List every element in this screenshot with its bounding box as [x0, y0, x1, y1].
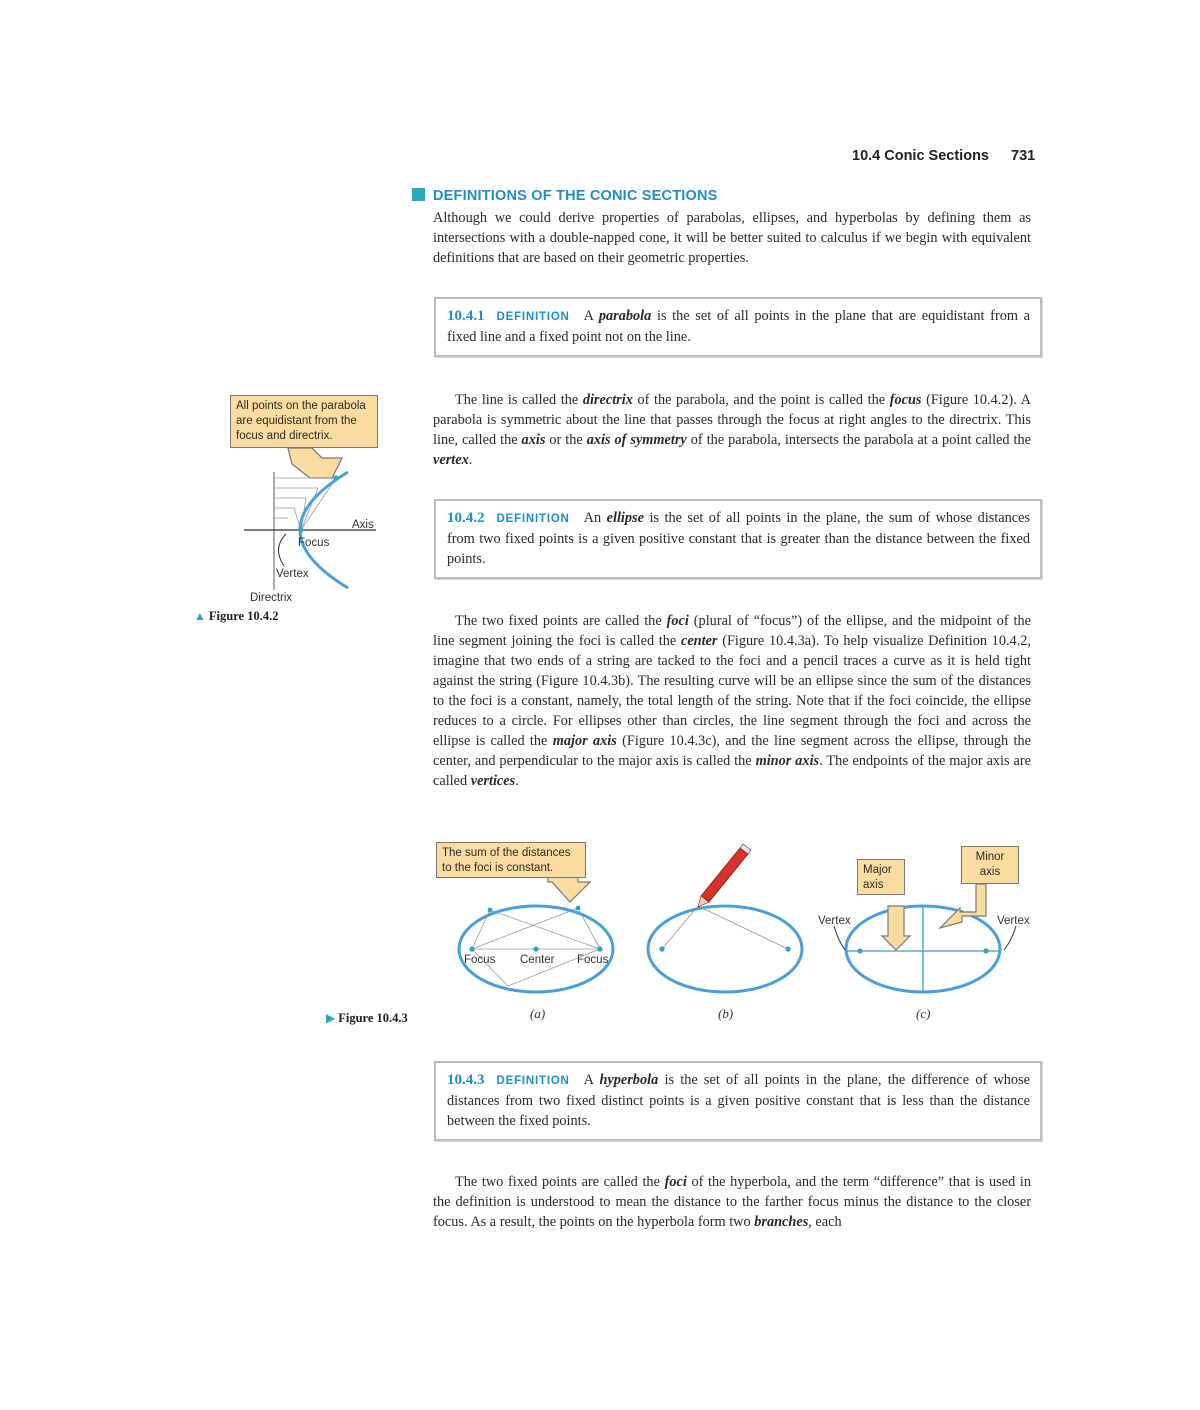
term: major axis — [552, 733, 617, 749]
text-run: . The endpoints of the major axis are called — [433, 753, 1031, 789]
definition-number: 10.4.2 — [447, 510, 485, 526]
text-run: (Figure 10.4.3c), and the line segment across the ellipse, through the center, and perpendicular to the major axis is called the — [433, 733, 1031, 769]
text-run: or the — [545, 432, 587, 448]
caption-text: Figure 10.4.3 — [338, 1011, 408, 1025]
focus-point — [983, 948, 988, 953]
text-run: . — [515, 773, 519, 789]
term: center — [680, 633, 718, 649]
focus-point — [785, 946, 790, 951]
focus-label-right: Focus — [577, 954, 609, 966]
focus-point — [659, 946, 664, 951]
subfigure-label-b: (b) — [718, 1006, 734, 1021]
directrix-label: Directrix — [250, 592, 293, 604]
term: axis — [521, 432, 546, 448]
focus-point — [597, 946, 602, 951]
term: focus — [889, 392, 922, 408]
definition-text: A — [583, 1072, 600, 1088]
definition-box-hyperbola — [434, 1061, 1042, 1141]
callout-arrow-shape — [288, 448, 342, 478]
string-line — [698, 906, 788, 949]
text-run: , each — [808, 1214, 842, 1230]
focus-point — [857, 948, 862, 953]
text-run: The two fixed points are called the — [455, 1174, 665, 1190]
section-heading-text: DEFINITIONS OF THE CONIC SECTIONS — [433, 188, 718, 204]
axis-label: Axis — [352, 519, 374, 531]
center-point — [533, 946, 538, 951]
section-heading — [412, 188, 718, 204]
caption-triangle-icon: ▲ — [194, 609, 206, 623]
paragraph-hyperbola — [433, 1172, 1031, 1232]
text-run: of the hyperbola, and the term “difference” that is used in the definition is understood to mean the distance to the farther focus minus the distance to the closer focus. As a result, the points on the hyperbola form two — [433, 1174, 1031, 1230]
running-head-title: 10.4 Conic Sections — [852, 148, 989, 164]
definition-number: 10.4.1 — [447, 308, 485, 324]
term: foci — [664, 1174, 687, 1190]
definition-text: An — [583, 510, 607, 526]
term: vertex — [433, 452, 469, 468]
figure-10-4-2-caption — [194, 609, 278, 624]
vertex-label-left: Vertex — [818, 915, 851, 927]
text-run: . — [468, 452, 473, 468]
page-number: 731 — [1011, 148, 1036, 164]
text-run: The two fixed points are called the — [455, 613, 667, 629]
parabola-point — [333, 475, 338, 480]
definition-label: DEFINITION — [496, 1075, 570, 1087]
term: axis of symmetry — [586, 432, 687, 448]
parabola-diagram — [230, 440, 390, 610]
major-axis-callout: Major axis — [857, 859, 905, 895]
ellipse-figure-a — [459, 868, 613, 992]
focus-point — [469, 946, 474, 951]
definition-text: is the set of all points in the plane, the difference of whose distances from two fixed distinct points is a given positive constant that is less than the distance between the fixed points. — [447, 1072, 1030, 1129]
vertex-pointer — [278, 534, 286, 566]
definition-label: DEFINITION — [496, 311, 570, 323]
caption-text: Figure 10.4.2 — [208, 609, 279, 623]
paragraph-directrix — [433, 390, 1031, 470]
text-run: (plural of “focus”) of the ellipse, and the midpoint of the line segment joining the foci is called the — [433, 613, 1031, 649]
center-label: Center — [520, 954, 555, 966]
text-run: (Figure 10.4.3a). To help visualize Definition 10.4.2, imagine that two ends of a string are tacked to the foci and a pencil traces a curve as it is held tight against the string (Figure 10.4.3b). The resulting curve will be an ellipse since the sum of the distances to the foci is a constant, namely, the total length of the string. Note that if the foci coincide, the ellipse reduces to a circle. For ellipses other than circles, the line segment through the foci and across the ellipse is called the — [433, 633, 1031, 749]
running-head — [852, 148, 1035, 164]
definition-text: is the set of all points in the plane, the sum of whose distances from two fixed points is a given positive constant that is greater than the distance between the fixed points. — [447, 510, 1030, 567]
text-run: of the parabola, intersects the parabola at a point called the — [686, 432, 1031, 448]
definition-term: ellipse — [606, 510, 644, 526]
vertex-label: Vertex — [276, 568, 309, 580]
pencil-icon — [698, 844, 751, 907]
subfigure-label-a: (a) — [530, 1006, 546, 1021]
focus-label: Focus — [298, 537, 330, 549]
paragraph-foci — [433, 611, 1031, 791]
text-run: of the parabola, and the point is called the — [632, 392, 890, 408]
minor-axis-arrow — [940, 884, 986, 928]
definition-label: DEFINITION — [496, 513, 570, 525]
caption-triangle-icon: ▶ — [326, 1011, 336, 1025]
term: branches — [754, 1214, 809, 1230]
focus-point — [298, 527, 303, 532]
term: minor axis — [755, 753, 820, 769]
vertex-label-right: Vertex — [997, 915, 1030, 927]
definition-number: 10.4.3 — [447, 1072, 485, 1088]
parabola-callout: All points on the parabola are equidistant from the focus and directrix. — [230, 395, 378, 448]
sum-constant-callout: The sum of the distances to the foci is constant. — [436, 842, 586, 878]
ellipse-figure-b — [648, 844, 802, 992]
ellipse-figure-c — [818, 884, 1030, 992]
vertex-pointer-right — [1004, 926, 1016, 950]
term: directrix — [582, 392, 633, 408]
minor-axis-callout: Minor axis — [961, 846, 1019, 884]
subfigure-label-c: (c) — [916, 1006, 931, 1021]
intro-paragraph: Although we could derive properties of parabolas, ellipses, and hyperbolas by defining them as intersections with a double-napped cone, it will be better suited to calculus if we begin with equivalent definitions that are based on their geometric properties. — [433, 210, 1031, 266]
term: foci — [666, 613, 689, 629]
focus-label-left: Focus — [464, 954, 496, 966]
definition-box-parabola — [434, 297, 1042, 357]
definition-term: hyperbola — [599, 1072, 659, 1088]
vertex-pointer-left — [834, 926, 845, 950]
section-square-icon — [412, 188, 425, 201]
definition-text: is the set of all points in the plane that are equidistant from a fixed line and a fixed point not on the line. — [447, 308, 1030, 345]
text-run: (Figure 10.4.2). A parabola is symmetric about the line that passes through the focus at right angles to the directrix. This line, called the — [433, 392, 1031, 448]
figure-10-4-3-caption — [326, 1011, 408, 1026]
definition-box-ellipse — [434, 499, 1042, 579]
term: vertices — [470, 773, 516, 789]
text-run: The line is called the — [455, 392, 583, 408]
definition-text: A — [583, 308, 599, 324]
definition-term: parabola — [598, 308, 652, 324]
